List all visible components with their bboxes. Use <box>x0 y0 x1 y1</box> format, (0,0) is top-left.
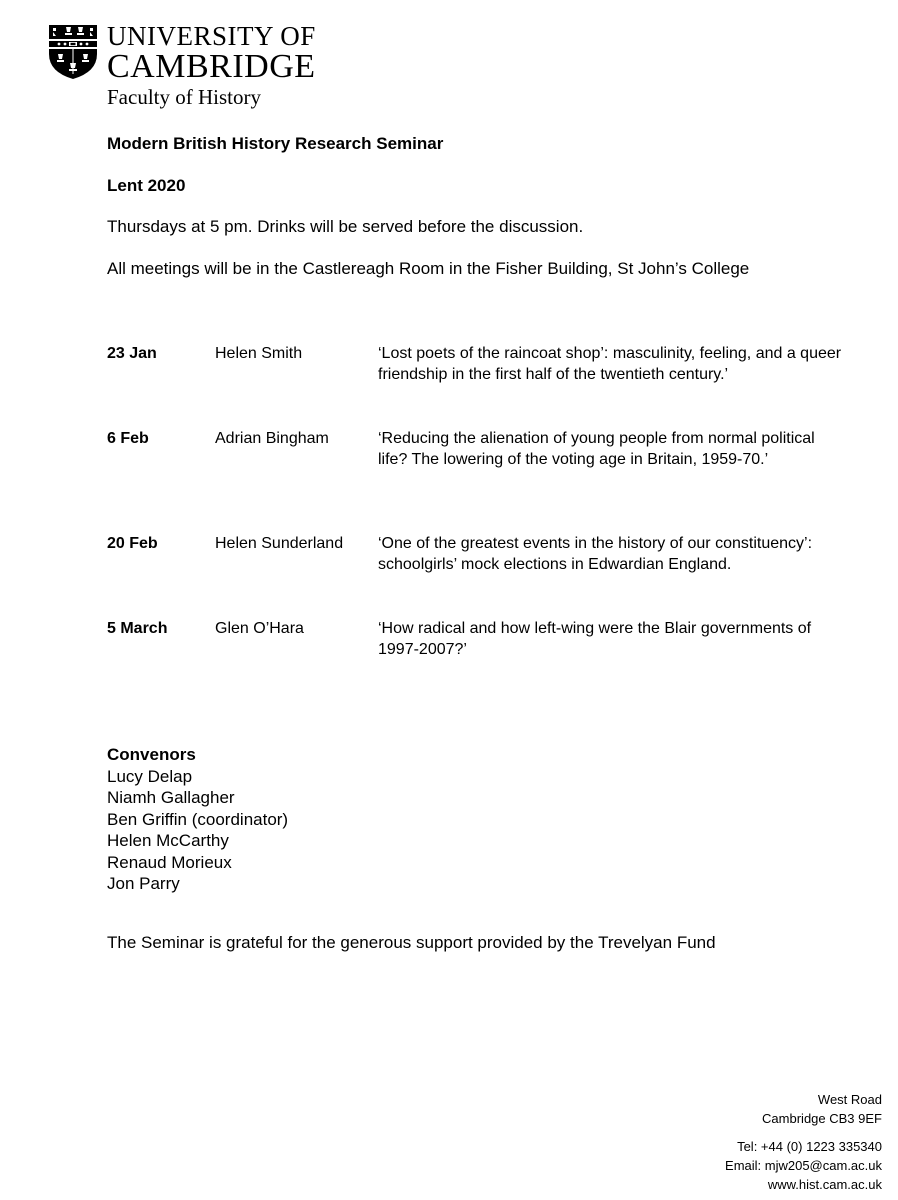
session-date: 23 Jan <box>107 345 157 362</box>
address-website[interactable]: www.hist.cam.ac.uk <box>767 1177 882 1192</box>
session-speaker: Glen O’Hara <box>215 620 304 637</box>
session-title: ‘One of the greatest events in the history of our constituency’: schoolgirls’ mock elections in Edwardian England. <box>378 535 813 573</box>
address-block <box>725 1090 882 1194</box>
convenor-name: Jon Parry <box>107 874 180 893</box>
university-crest-icon <box>48 22 98 80</box>
university-name-line2: CAMBRIDGE <box>107 48 316 85</box>
address-city: Cambridge CB3 9EF <box>762 1111 882 1126</box>
session-speaker: Adrian Bingham <box>215 430 329 447</box>
seminar-time-note: Thursdays at 5 pm. Drinks will be served before the discussion. <box>107 217 584 236</box>
faculty-name: Faculty of History <box>107 85 261 109</box>
convenors-section <box>107 744 288 895</box>
session-speaker: Helen Sunderland <box>215 535 344 552</box>
session-title: ‘Reducing the alienation of young people from normal political life? The lowering of the voting age in Britain, 1959-70.’ <box>378 430 815 468</box>
address-tel: Tel: +44 (0) 1223 335340 <box>737 1139 882 1154</box>
university-logo <box>48 22 338 110</box>
convenors-heading: Convenors <box>107 745 196 764</box>
session-title: ‘How radical and how left-wing were the Blair governments of 1997-2007?’ <box>378 620 812 658</box>
university-name-line1: UNIVERSITY OF <box>107 21 316 51</box>
session-date: 20 Feb <box>107 535 158 552</box>
convenor-name: Niamh Gallagher <box>107 788 235 807</box>
address-email[interactable]: Email: mjw205@cam.ac.uk <box>725 1158 882 1173</box>
seminar-title: Modern British History Research Seminar <box>107 134 444 153</box>
session-date: 6 Feb <box>107 430 149 447</box>
acknowledgement: The Seminar is grateful for the generous support provided by the Trevelyan Fund <box>107 933 716 952</box>
address-gap <box>725 1128 882 1137</box>
address-street: West Road <box>817 1092 882 1107</box>
convenor-name: Lucy Delap <box>107 766 193 786</box>
session-date: 5 March <box>107 620 168 637</box>
seminar-term: Lent 2020 <box>107 176 186 195</box>
seminar-location-note: All meetings will be in the Castlereagh Room in the Fisher Building, St John’s College <box>107 259 750 278</box>
session-speaker: Helen Smith <box>215 345 303 362</box>
convenor-name: Renaud Morieux <box>107 852 232 872</box>
session-title: ‘Lost poets of the raincoat shop’: masculinity, feeling, and a queer friendship in the first half of the twentieth century.’ <box>378 345 842 383</box>
convenor-name: Helen McCarthy <box>107 831 229 850</box>
convenor-name: Ben Griffin (coordinator) <box>107 809 289 829</box>
